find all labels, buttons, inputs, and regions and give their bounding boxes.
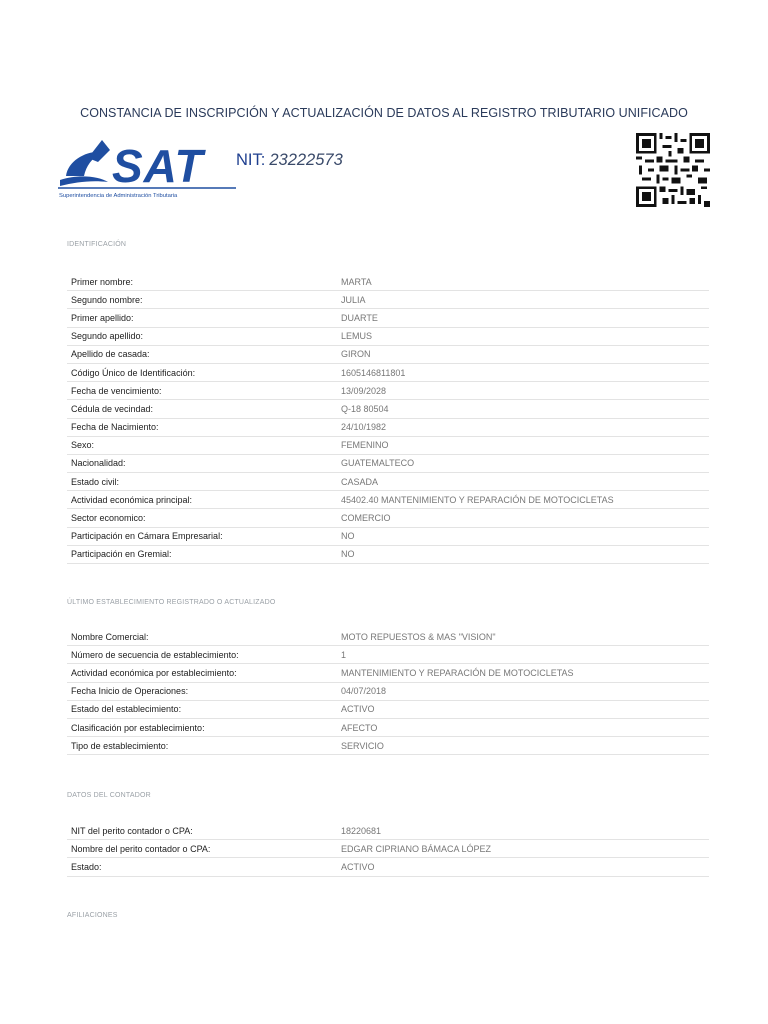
field-value: Q-18 80504 [341, 403, 389, 414]
table-row [67, 346, 709, 364]
table-row [67, 546, 709, 564]
field-label: Actividad económica principal: [71, 494, 193, 505]
field-label: Nombre Comercial: [71, 631, 149, 642]
table-row [67, 364, 709, 382]
field-label: Primer nombre: [71, 276, 134, 287]
table-row [67, 701, 709, 719]
field-value: LEMUS [341, 331, 373, 342]
section-label-afiliaciones: AFILIACIONES [67, 912, 118, 919]
nit [236, 151, 343, 170]
table-row [67, 628, 709, 646]
field-value: MOTO REPUESTOS & MAS "VISION" [341, 631, 496, 642]
field-value: JULIA [341, 294, 366, 305]
table-identificacion [67, 273, 709, 564]
field-label: Código Único de Identificación: [71, 367, 196, 378]
field-value: EDGAR CIPRIANO BÁMACA LÓPEZ [341, 843, 492, 854]
table-row [67, 419, 709, 437]
table-row [67, 473, 709, 491]
table-row [67, 719, 709, 737]
qr-code-icon [636, 133, 710, 207]
field-value: GUATEMALTECO [341, 458, 415, 469]
table-contador [67, 822, 709, 877]
field-value: 13/09/2028 [341, 385, 387, 396]
field-value: 04/07/2018 [341, 686, 387, 697]
field-value: 45402.40 MANTENIMIENTO Y REPARACIÓN DE MOTOCICLETAS [341, 494, 614, 505]
table-row [67, 858, 709, 876]
section-label-establecimiento: ÚLTIMO ESTABLECIMIENTO REGISTRADO O ACTUALIZADO [67, 599, 276, 606]
field-value: 24/10/1982 [341, 422, 387, 433]
field-label: Fecha de vencimiento: [71, 385, 162, 396]
table-row [67, 683, 709, 701]
table-row [67, 664, 709, 682]
table-row [67, 528, 709, 546]
table-row [67, 328, 709, 346]
table-row [67, 822, 709, 840]
field-value: ACTIVO [341, 861, 375, 872]
field-value: MARTA [341, 276, 372, 287]
field-value: 1 [341, 649, 347, 660]
field-label: Estado: [71, 861, 102, 872]
field-label: Nombre del perito contador o CPA: [71, 843, 211, 854]
field-label: NIT del perito contador o CPA: [71, 825, 193, 836]
field-label: Actividad económica por establecimiento: [71, 667, 237, 678]
field-label: Segundo nombre: [71, 294, 143, 305]
field-label: Fecha Inicio de Operaciones: [71, 686, 189, 697]
logo-subtitle: Superintendencia de Administración Tributaria [59, 193, 178, 199]
table-row [67, 382, 709, 400]
sat-logo [58, 136, 244, 202]
field-value: GIRON [341, 349, 371, 360]
field-label: Cédula de vecindad: [71, 403, 154, 414]
field-label: Estado del establecimiento: [71, 704, 182, 715]
logo-text: SAT [112, 140, 204, 192]
field-label: Nacionalidad: [71, 458, 126, 469]
nit-label: NIT: [236, 151, 266, 169]
table-row [67, 309, 709, 327]
table-row [67, 437, 709, 455]
table-row [67, 273, 709, 291]
field-value: NO [341, 549, 355, 560]
field-value: NO [341, 531, 355, 542]
table-row [67, 491, 709, 509]
table-row [67, 646, 709, 664]
table-row [67, 291, 709, 309]
field-label: Tipo de establecimiento: [71, 740, 169, 751]
field-label: Participación en Gremial: [71, 549, 172, 560]
field-value: SERVICIO [341, 740, 384, 751]
field-value: CASADA [341, 476, 379, 487]
field-label: Estado civil: [71, 476, 120, 487]
field-value: 1605146811801 [341, 367, 406, 378]
field-value: MANTENIMIENTO Y REPARACIÓN DE MOTOCICLETAS [341, 667, 574, 678]
table-establecimiento [67, 628, 709, 755]
field-label: Sector economico: [71, 513, 146, 524]
field-value: FEMENINO [341, 440, 389, 451]
field-label: Primer apellido: [71, 312, 134, 323]
field-value: DUARTE [341, 312, 378, 323]
field-label: Participación en Cámara Empresarial: [71, 531, 223, 542]
section-label-contador: DATOS DEL CONTADOR [67, 792, 151, 799]
field-label: Segundo apellido: [71, 331, 144, 342]
field-value: 18220681 [341, 825, 382, 836]
field-value: AFECTO [341, 722, 378, 733]
nit-value: 23222573 [269, 151, 343, 169]
document-title: CONSTANCIA DE INSCRIPCIÓN Y ACTUALIZACIÓN DE DATOS AL REGISTRO TRIBUTARIO UNIFICADO [80, 106, 688, 120]
field-label: Sexo: [71, 440, 95, 451]
table-row [67, 455, 709, 473]
table-row [67, 737, 709, 755]
field-label: Apellido de casada: [71, 349, 150, 360]
field-label: Clasificación por establecimiento: [71, 722, 205, 733]
sat-emblem-icon [60, 140, 110, 186]
field-label: Número de secuencia de establecimiento: [71, 649, 239, 660]
field-value: COMERCIO [341, 513, 391, 524]
field-label: Fecha de Nacimiento: [71, 422, 159, 433]
section-label-identificacion: IDENTIFICACIÓN [67, 241, 127, 248]
table-row [67, 840, 709, 858]
table-row [67, 400, 709, 418]
field-value: ACTIVO [341, 704, 375, 715]
table-row [67, 509, 709, 527]
